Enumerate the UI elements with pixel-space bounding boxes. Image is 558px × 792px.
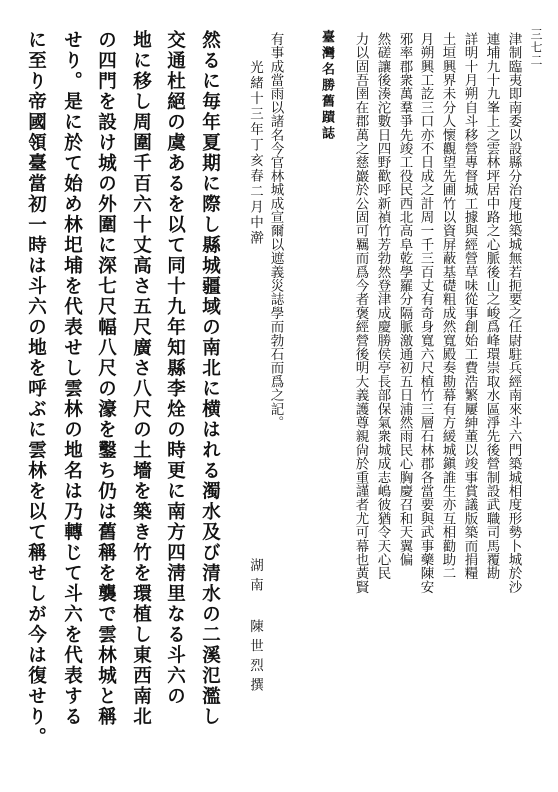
inscription-line: 邪率郡衆萬羣爭先竣工役民西北高阜乾學羅分隔脈激通初五日浦然雨民心胸慶召和天翼偏 bbox=[396, 32, 413, 567]
inscription-author: 湖南 陳世烈撰 bbox=[247, 558, 263, 697]
body-line: 地に移し周圍千百六十丈高さ五尺廣さ八尺の土墻を築き竹を環植し東西南北 bbox=[130, 30, 152, 727]
inscription-line: 土垣興界未分人懷觀望先圃竹以資屏蔽基礎粗成然寬殿奏勘幕有方緩城鎭誰生亦互相勸助二 bbox=[439, 32, 456, 580]
body-line: に至り帝國領臺當初一時は斗六の地を呼ぶに雲林を以て稱せしが今は復せり。 bbox=[25, 30, 47, 748]
page-number: 三七二 bbox=[529, 28, 543, 67]
inscription-line: 連埔九十九峯上之雲林坪居中路之心脈後山之峻爲峰環崇取水區淨先後營制設武職司馬覆勘 bbox=[483, 32, 500, 580]
inscription-line: 有事成當雨以諸名今官林城成宣爾以遮義災誌學而勃石而爲之記。 bbox=[267, 32, 284, 430]
inscription-line: 然磋讓後湊沱數日四野歡呼新禎竹芳勃然登津成慶勝侯亭長部保氣衆城成志嶋彼猶令天心民 bbox=[374, 32, 391, 580]
body-line: 交通杜絕の虞あるを以て同十九年知縣李烇の時更に南方四淸里なる斗六の bbox=[164, 30, 186, 707]
page-header-title: 臺灣名勝舊蹟誌 bbox=[319, 30, 334, 142]
body-line: の四門を設け城の外圍に深七尺幅八尺の濠を鑿ち仍は舊稱を襲で雲林城と稱 bbox=[95, 30, 117, 727]
inscription-date: 光緒十三年丁亥春二月中澣 bbox=[247, 60, 263, 246]
body-line: せり。是に於て始め林圯埔を代表せし雲林の地名は乃轉じて斗六を代表する bbox=[61, 30, 83, 727]
inscription-line: 詳明十月朔自斗移營專督城工據與經營草味從事創始工費浩繁屢紳董以竣事賞議版築而捐糧 bbox=[461, 32, 478, 580]
inscription-line: 力以固吾圉在郡萬之慈巖於公固可羈而爲今者褒經營後明大義護尊親尙於重謹者尤可幕也黃賢 bbox=[352, 32, 369, 594]
inscription-line: 津制臨夷即南委以設縣分治度地築城無若扼要之任尉駐兵經南來斗六門築城相度形勢卜城於沙 bbox=[505, 32, 522, 594]
body-line: 然るに毎年夏期に際し縣城疆域の南北に横はれる濁水及び清水の二溪氾濫し bbox=[199, 30, 221, 727]
inscription-line: 月朔興工訖三口亦不日成之計周一千三百丈有奇身寬六尺植竹三層石林郡各當要與武事藥陳安 bbox=[417, 32, 434, 594]
